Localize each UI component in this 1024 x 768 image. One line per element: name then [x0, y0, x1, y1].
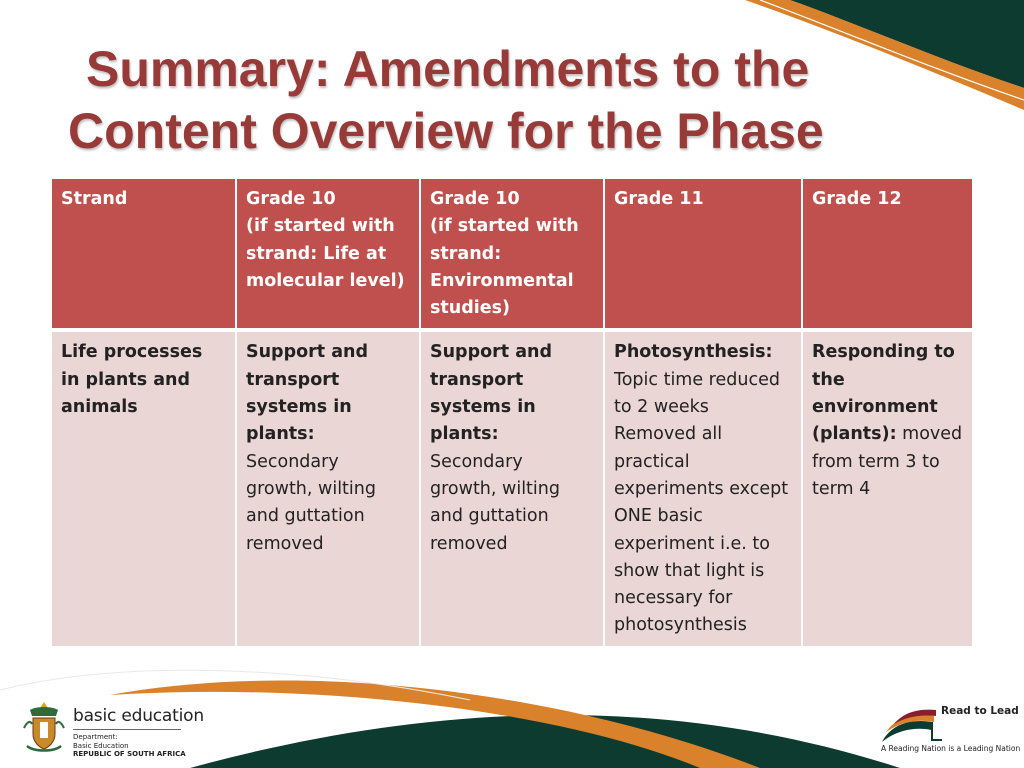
slide-title-line-1: Summary: Amendments to the	[86, 41, 810, 97]
header-strand: Strand	[52, 179, 236, 330]
dbe-logo-text	[73, 706, 204, 759]
dbe-divider	[73, 729, 181, 730]
header-grade-10-environmental: Grade 10 (if started with strand: Environmental studies)	[420, 179, 604, 330]
read-to-lead-title: Read to Lead	[941, 705, 1019, 717]
cell-grade-10-molecular: Support and transport systems in plants: Secondary growth, wilting and guttation removed	[236, 330, 420, 645]
table-header-row	[52, 179, 972, 330]
dbe-name: basic education	[73, 706, 204, 726]
amendments-table	[52, 179, 972, 646]
header-grade-11: Grade 11	[604, 179, 802, 330]
dbe-department-label: Department:	[73, 733, 118, 741]
header-grade-10-molecular: Grade 10 (if started with strand: Life at molecular level)	[236, 179, 420, 330]
read-to-lead-tagline: A Reading Nation is a Leading Nation	[881, 744, 1021, 753]
slide-title	[68, 38, 968, 162]
cell-grade-10-environmental: Support and transport systems in plants: Secondary growth, wilting and guttation removed	[420, 330, 604, 645]
table-row	[52, 330, 972, 645]
cell-grade-11: Photosynthesis: Topic time reduced to 2 weeks Removed all practical experiments except ONE basic experiment i.e. to show that light is necessary for photosynthesis	[604, 330, 802, 645]
header-grade-12: Grade 12	[802, 179, 972, 330]
cell-grade-12: Responding to the environment (plants): moved from term 3 to term 4	[802, 330, 972, 645]
dbe-country: REPUBLIC OF SOUTH AFRICA	[73, 750, 186, 758]
cell-strand: Life processes in plants and animals	[52, 330, 236, 645]
dbe-department-name: Basic Education	[73, 741, 129, 750]
coat-of-arms-icon	[22, 700, 66, 756]
slide-title-line-2: Content Overview for the Phase	[68, 103, 824, 159]
